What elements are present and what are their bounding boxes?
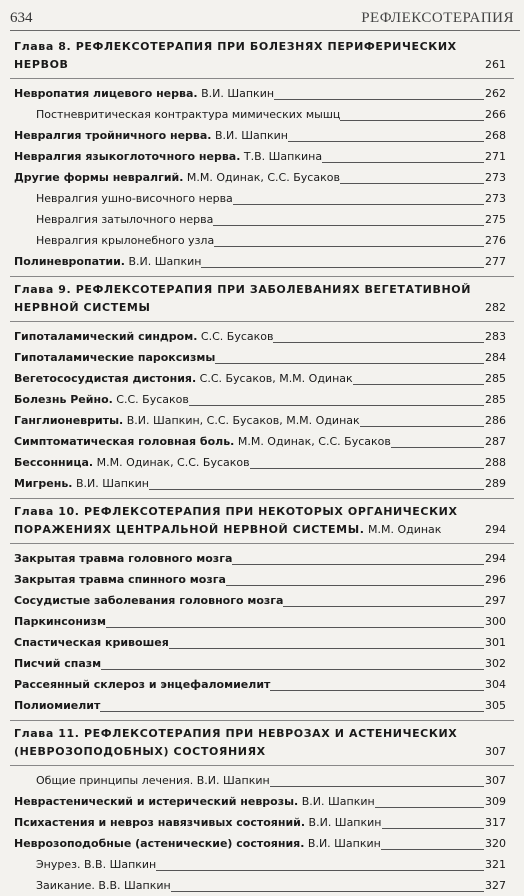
toc-entry-title: Рассеянный склероз и энцефаломиелит bbox=[14, 678, 271, 691]
toc-entry-page: 284 bbox=[485, 351, 506, 364]
toc-entry-author: В.И. Шапкин bbox=[211, 129, 288, 142]
toc-entry-page: 285 bbox=[485, 372, 506, 385]
toc-entry bbox=[0, 791, 524, 812]
toc-entry-author: Т.В. Шапкина bbox=[240, 150, 323, 163]
toc-entry-page: 296 bbox=[485, 573, 506, 586]
toc-entry bbox=[0, 146, 524, 167]
toc-entry-text bbox=[36, 858, 156, 871]
toc-entry bbox=[0, 83, 524, 104]
toc-entry-title: Мигрень. bbox=[14, 477, 73, 490]
toc-entry-page: 300 bbox=[485, 615, 506, 628]
toc-entry-page: 285 bbox=[485, 393, 506, 406]
toc-entry-page: 321 bbox=[485, 858, 506, 871]
toc-entry-page: 273 bbox=[485, 171, 506, 184]
chapter-heading bbox=[0, 725, 524, 761]
toc-entry-page: 276 bbox=[485, 234, 506, 247]
chapter-page-number: 307 bbox=[485, 745, 506, 758]
toc-entry bbox=[0, 368, 524, 389]
toc-entry-author: М.М. Одинак, С.С. Бусаков bbox=[183, 171, 340, 184]
toc-entry-title: Заикание. bbox=[36, 879, 95, 892]
toc-entry-page: 327 bbox=[485, 879, 506, 892]
toc-entry-author: С.С. Бусаков bbox=[197, 330, 274, 343]
toc-entry bbox=[0, 410, 524, 431]
toc-entry-title: Невралгия крылонебного узла bbox=[36, 234, 215, 247]
toc-entry-title: Энурез. bbox=[36, 858, 81, 871]
toc-entry-text bbox=[14, 372, 353, 385]
toc-entry bbox=[0, 653, 524, 674]
toc-entry-text bbox=[36, 879, 171, 892]
toc-entry-text bbox=[14, 594, 283, 607]
running-title: РЕФЛЕКСОТЕРАПИЯ bbox=[361, 10, 514, 26]
toc-entry-text bbox=[14, 414, 360, 427]
toc-entry bbox=[0, 167, 524, 188]
toc-entry-text bbox=[14, 435, 391, 448]
toc-entry-title: Гипоталамический синдром. bbox=[14, 330, 198, 343]
toc-entry-title: Сосудистые заболевания головного мозга bbox=[14, 594, 284, 607]
toc-entry-page: 289 bbox=[485, 477, 506, 490]
toc-entry bbox=[0, 875, 524, 896]
toc-entry-author: В.В. Шапкин bbox=[94, 879, 171, 892]
toc-entry-text bbox=[36, 774, 270, 787]
section-divider bbox=[10, 276, 514, 277]
table-of-contents bbox=[0, 38, 524, 896]
toc-entry-text bbox=[14, 393, 189, 406]
toc-entry-author: М.М. Одинак, С.С. Бусаков bbox=[93, 456, 250, 469]
toc-entry-author: В.И. Шапкин bbox=[304, 837, 381, 850]
toc-entry-page: 307 bbox=[485, 774, 506, 787]
section-divider bbox=[10, 720, 514, 721]
toc-entry-author: В.В. Шапкин bbox=[80, 858, 157, 871]
toc-entry-text bbox=[14, 615, 106, 628]
page-header bbox=[0, 0, 524, 30]
toc-entry bbox=[0, 695, 524, 716]
toc-entry-page: 277 bbox=[485, 255, 506, 268]
toc-entry-text bbox=[14, 351, 215, 364]
toc-entry bbox=[0, 833, 524, 854]
section-divider bbox=[10, 543, 514, 544]
toc-entry-page: 305 bbox=[485, 699, 506, 712]
toc-entry-page: 283 bbox=[485, 330, 506, 343]
toc-entry bbox=[0, 347, 524, 368]
toc-entry-page: 271 bbox=[485, 150, 506, 163]
toc-entry-text bbox=[14, 456, 250, 469]
toc-entry-page: 275 bbox=[485, 213, 506, 226]
toc-entry-author: С.С. Бусаков bbox=[112, 393, 189, 406]
toc-entry-title: Полиневропатии. bbox=[14, 255, 125, 268]
toc-entry-page: 320 bbox=[485, 837, 506, 850]
section-divider bbox=[10, 765, 514, 766]
toc-entry-text bbox=[14, 150, 322, 163]
chapter-heading-line: НЕРВНОЙ СИСТЕМЫ bbox=[14, 301, 151, 314]
chapter-heading bbox=[0, 281, 524, 317]
toc-entry-author: В.И. Шапкин bbox=[193, 774, 270, 787]
toc-entry-page: 294 bbox=[485, 552, 506, 565]
toc-entry-author: В.И. Шапкин, С.С. Бусаков, М.М. Одинак bbox=[123, 414, 360, 427]
toc-entry-title: Неврастенический и истерический неврозы. bbox=[14, 795, 299, 808]
toc-entry-text bbox=[36, 213, 213, 226]
toc-entry-page: 286 bbox=[485, 414, 506, 427]
chapter-heading-line: Глава 8. РЕФЛЕКСОТЕРАПИЯ ПРИ БОЛЕЗНЯХ ПЕРИФЕРИЧЕСКИХ bbox=[14, 40, 457, 53]
toc-entry bbox=[0, 854, 524, 875]
chapter-heading-line: Глава 11. РЕФЛЕКСОТЕРАПИЯ ПРИ НЕВРОЗАХ И АСТЕНИЧЕСКИХ bbox=[14, 727, 458, 740]
toc-entry bbox=[0, 770, 524, 791]
toc-entry-text bbox=[36, 234, 214, 247]
toc-entry-title: Невропатия лицевого нерва. bbox=[14, 87, 198, 100]
chapter-heading-line: ПОРАЖЕНИЯХ ЦЕНТРАЛЬНОЙ НЕРВНОЙ СИСТЕМЫ. М.М. Одинак bbox=[14, 523, 442, 536]
toc-entry-title: Психастения и невроз навязчивых состояний. bbox=[14, 816, 306, 829]
toc-entry-page: 268 bbox=[485, 129, 506, 142]
toc-entry-text bbox=[14, 171, 340, 184]
toc-entry-title: Полиомиелит bbox=[14, 699, 101, 712]
toc-entry-title: Невралгия ушно-височного нерва bbox=[36, 192, 233, 205]
toc-entry-text bbox=[14, 636, 169, 649]
toc-entry-title: Паркинсонизм bbox=[14, 615, 107, 628]
toc-entry-page: 301 bbox=[485, 636, 506, 649]
toc-entry-title: Вегетососудистая дистония. bbox=[14, 372, 197, 385]
toc-entry bbox=[0, 326, 524, 347]
toc-entry-title: Закрытая травма спинного мозга bbox=[14, 573, 226, 586]
toc-entry-text bbox=[14, 552, 232, 565]
toc-entry-text bbox=[14, 678, 270, 691]
toc-entry-text bbox=[14, 837, 381, 850]
toc-entry-text bbox=[14, 657, 101, 670]
toc-entry-title: Постневритическая контрактура мимических мышц bbox=[36, 108, 341, 121]
section-divider bbox=[10, 78, 514, 79]
toc-entry-title: Ганглионевриты. bbox=[14, 414, 124, 427]
toc-entry bbox=[0, 452, 524, 473]
toc-entry-author: С.С. Бусаков, М.М. Одинак bbox=[196, 372, 353, 385]
toc-entry-page: 304 bbox=[485, 678, 506, 691]
toc-entry-author: В.И. Шапкин bbox=[124, 255, 202, 268]
toc-entry-text bbox=[14, 255, 201, 268]
toc-entry-title: Другие формы невралгий. bbox=[14, 171, 184, 184]
chapter-page-number: 294 bbox=[485, 523, 506, 536]
toc-entry-title: Невралгия языкоглоточного нерва. bbox=[14, 150, 241, 163]
toc-entry-text bbox=[14, 699, 100, 712]
toc-entry bbox=[0, 548, 524, 569]
toc-entry-page: 297 bbox=[485, 594, 506, 607]
toc-entry-text bbox=[14, 129, 288, 142]
toc-entry-text bbox=[14, 816, 382, 829]
toc-entry bbox=[0, 104, 524, 125]
toc-entry-page: 266 bbox=[485, 108, 506, 121]
toc-entry-title: Бессонница. bbox=[14, 456, 94, 469]
chapter-page-number: 261 bbox=[485, 58, 506, 71]
chapter-page-number: 282 bbox=[485, 301, 506, 314]
toc-entry-text bbox=[36, 108, 340, 121]
toc-entry bbox=[0, 431, 524, 452]
toc-entry-title: Общие принципы лечения. bbox=[36, 774, 194, 787]
toc-entry-page: 317 bbox=[485, 816, 506, 829]
toc-entry bbox=[0, 473, 524, 494]
chapter-heading bbox=[0, 38, 524, 74]
chapter-heading-line: НЕРВОВ bbox=[14, 58, 69, 71]
page-number: 634 bbox=[10, 10, 33, 26]
section-divider bbox=[10, 321, 514, 322]
toc-entry bbox=[0, 209, 524, 230]
toc-entry-text bbox=[14, 330, 273, 343]
toc-entry bbox=[0, 590, 524, 611]
chapter-heading bbox=[0, 503, 524, 539]
toc-entry-title: Симптоматическая головная боль. bbox=[14, 435, 235, 448]
toc-entry-author: В.И. Шапкин bbox=[305, 816, 382, 829]
toc-entry bbox=[0, 389, 524, 410]
section-divider bbox=[10, 498, 514, 499]
toc-entry bbox=[0, 251, 524, 272]
toc-entry-title: Неврозоподобные (астенические) состояния. bbox=[14, 837, 305, 850]
toc-entry-text bbox=[14, 87, 274, 100]
toc-entry-text bbox=[14, 573, 226, 586]
toc-entry-text bbox=[14, 795, 375, 808]
toc-entry bbox=[0, 674, 524, 695]
toc-entry-title: Болезнь Рейно. bbox=[14, 393, 113, 406]
toc-entry-page: 288 bbox=[485, 456, 506, 469]
toc-entry-author: В.И. Шапкин bbox=[298, 795, 375, 808]
toc-entry bbox=[0, 632, 524, 653]
toc-entry-title: Закрытая травма головного мозга bbox=[14, 552, 233, 565]
toc-entry-title: Невралгия тройничного нерва. bbox=[14, 129, 212, 142]
toc-entry bbox=[0, 611, 524, 632]
toc-entry-page: 302 bbox=[485, 657, 506, 670]
chapter-heading-line: Глава 9. РЕФЛЕКСОТЕРАПИЯ ПРИ ЗАБОЛЕВАНИЯХ ВЕГЕТАТИВНОЙ bbox=[14, 283, 472, 296]
toc-entry-title: Писчий спазм bbox=[14, 657, 102, 670]
toc-entry bbox=[0, 230, 524, 251]
toc-entry-title: Спастическая кривошея bbox=[14, 636, 169, 649]
toc-entry-page: 262 bbox=[485, 87, 506, 100]
toc-entry-author: В.И. Шапкин bbox=[197, 87, 275, 100]
toc-entry bbox=[0, 812, 524, 833]
chapter-heading-line: Глава 10. РЕФЛЕКСОТЕРАПИЯ ПРИ НЕКОТОРЫХ ОРГАНИЧЕСКИХ bbox=[14, 505, 458, 518]
toc-entry-title: Невралгия затылочного нерва bbox=[36, 213, 214, 226]
toc-entry bbox=[0, 569, 524, 590]
chapter-heading-line: (НЕВРОЗОПОДОБНЫХ) СОСТОЯНИЯХ bbox=[14, 745, 266, 758]
toc-entry-author: М.М. Одинак, С.С. Бусаков bbox=[234, 435, 391, 448]
chapter-author: М.М. Одинак bbox=[364, 523, 442, 536]
toc-entry-author: В.И. Шапкин bbox=[72, 477, 149, 490]
toc-entry-page: 273 bbox=[485, 192, 506, 205]
toc-entry bbox=[0, 188, 524, 209]
toc-entry-title: Гипоталамические пароксизмы bbox=[14, 351, 216, 364]
toc-entry-page: 287 bbox=[485, 435, 506, 448]
toc-entry-page: 309 bbox=[485, 795, 506, 808]
toc-entry bbox=[0, 125, 524, 146]
header-rule bbox=[10, 30, 520, 31]
toc-entry-text bbox=[36, 192, 233, 205]
toc-entry-text bbox=[14, 477, 149, 490]
